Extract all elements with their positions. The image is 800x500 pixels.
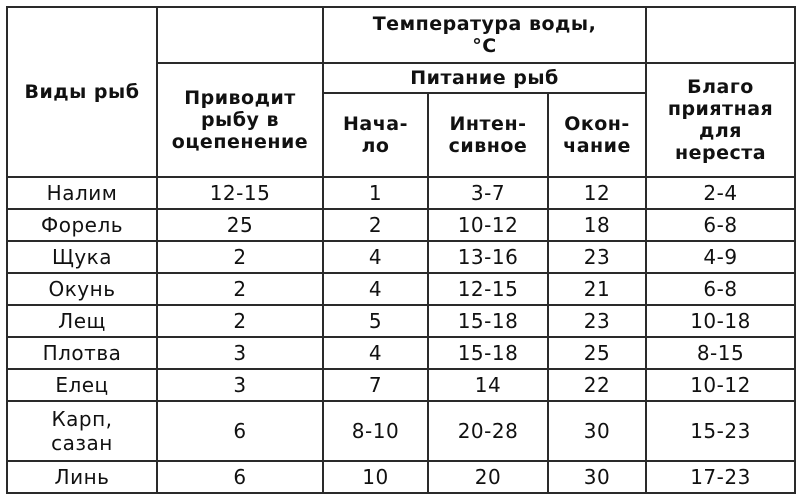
- row-spawning-value: 2-4: [646, 177, 795, 209]
- table-row: [7, 241, 795, 273]
- table-row: [7, 337, 795, 369]
- header-species: Виды рыб: [7, 7, 157, 177]
- table-row: [7, 305, 795, 337]
- row-species-name: Щука: [7, 241, 157, 273]
- row-spawning-value: 10-18: [646, 305, 795, 337]
- row-feeding-end-value: 30: [548, 401, 646, 461]
- row-feeding-start-value: 8-10: [323, 401, 428, 461]
- row-feeding-end-value: 21: [548, 273, 646, 305]
- row-feeding-intense-value: 20-28: [428, 401, 548, 461]
- row-feeding-end-value: 22: [548, 369, 646, 401]
- row-species-name: Плотва: [7, 337, 157, 369]
- row-feeding-end-value: 30: [548, 461, 646, 493]
- row-stupor-value: 2: [157, 241, 323, 273]
- row-feeding-intense-value: 20: [428, 461, 548, 493]
- header-feeding-intense: Интен- сивное: [428, 93, 548, 177]
- header-feeding-start: Нача- ло: [323, 93, 428, 177]
- row-species-name: Форель: [7, 209, 157, 241]
- header-empty-top-left: [157, 7, 323, 63]
- table-row: [7, 401, 795, 461]
- row-feeding-end-value: 12: [548, 177, 646, 209]
- row-feeding-end-value: 25: [548, 337, 646, 369]
- row-stupor-value: 25: [157, 209, 323, 241]
- row-spawning-value: 6-8: [646, 209, 795, 241]
- row-spawning-value: 10-12: [646, 369, 795, 401]
- row-spawning-value: 4-9: [646, 241, 795, 273]
- row-stupor-value: 3: [157, 337, 323, 369]
- row-feeding-intense-value: 14: [428, 369, 548, 401]
- row-feeding-start-value: 4: [323, 241, 428, 273]
- header-feeding-end: Окон- чание: [548, 93, 646, 177]
- header-stupor: Приводит рыбу в оцепенение: [157, 63, 323, 177]
- row-spawning-value: 15-23: [646, 401, 795, 461]
- row-stupor-value: 6: [157, 401, 323, 461]
- row-species-name: Налим: [7, 177, 157, 209]
- row-spawning-value: 8-15: [646, 337, 795, 369]
- table-row: [7, 273, 795, 305]
- header-feeding: Питание рыб: [323, 63, 646, 93]
- row-feeding-start-value: 7: [323, 369, 428, 401]
- row-stupor-value: 6: [157, 461, 323, 493]
- fish-temperature-table: [6, 6, 796, 494]
- row-spawning-value: 6-8: [646, 273, 795, 305]
- row-feeding-start-value: 10: [323, 461, 428, 493]
- row-feeding-start-value: 1: [323, 177, 428, 209]
- table-row: [7, 209, 795, 241]
- row-species-name: Лещ: [7, 305, 157, 337]
- row-spawning-value: 17-23: [646, 461, 795, 493]
- row-stupor-value: 3: [157, 369, 323, 401]
- row-feeding-start-value: 4: [323, 273, 428, 305]
- row-species-name: Окунь: [7, 273, 157, 305]
- row-species-name: Карп, сазан: [7, 401, 157, 461]
- row-feeding-start-value: 4: [323, 337, 428, 369]
- header-water-temperature: Температура воды, °C: [323, 7, 646, 63]
- row-feeding-start-value: 5: [323, 305, 428, 337]
- row-feeding-intense-value: 15-18: [428, 337, 548, 369]
- row-stupor-value: 12-15: [157, 177, 323, 209]
- row-species-name: Елец: [7, 369, 157, 401]
- row-feeding-intense-value: 3-7: [428, 177, 548, 209]
- header-spawning: Благо приятная для нереста: [646, 63, 795, 177]
- header-empty-top-right: [646, 7, 795, 63]
- row-feeding-start-value: 2: [323, 209, 428, 241]
- row-feeding-intense-value: 10-12: [428, 209, 548, 241]
- row-stupor-value: 2: [157, 273, 323, 305]
- row-feeding-intense-value: 12-15: [428, 273, 548, 305]
- table-row: [7, 461, 795, 493]
- table-row: [7, 177, 795, 209]
- row-species-name: Линь: [7, 461, 157, 493]
- table-row: [7, 369, 795, 401]
- row-feeding-end-value: 18: [548, 209, 646, 241]
- row-feeding-end-value: 23: [548, 305, 646, 337]
- row-stupor-value: 2: [157, 305, 323, 337]
- row-feeding-end-value: 23: [548, 241, 646, 273]
- row-feeding-intense-value: 15-18: [428, 305, 548, 337]
- row-feeding-intense-value: 13-16: [428, 241, 548, 273]
